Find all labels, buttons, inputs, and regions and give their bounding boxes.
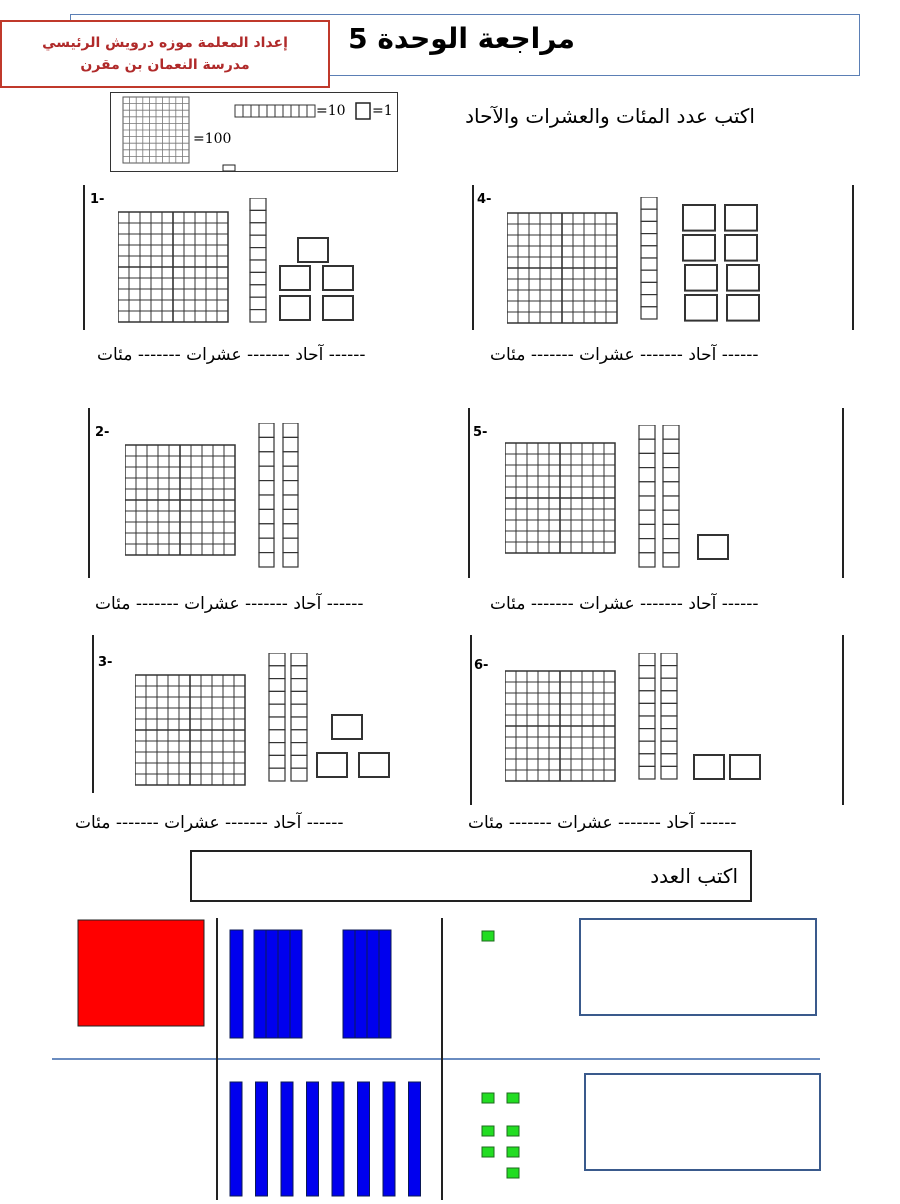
credit-school: مدرسة النعمان بن مقرن [80, 57, 250, 73]
row2-ten-rod [383, 1082, 395, 1196]
row2-one-cube [507, 1168, 519, 1178]
problem-6-number: 6- [474, 658, 489, 673]
answer-box-2[interactable] [584, 1073, 821, 1171]
row1-ten-rod [379, 930, 391, 1038]
legend-ten-label: =10 [316, 103, 346, 119]
row2-one-cube [507, 1147, 519, 1157]
answer-line-3[interactable]: ------ آحاد ------- عشرات ------- مئات [75, 813, 344, 833]
row2-ten-rod [358, 1082, 370, 1196]
legend-one-label: =1 [372, 103, 393, 119]
section1-instruction: اكتب عدد المئات والعشرات والآحاد [465, 104, 755, 128]
problem-1-number: 1- [90, 192, 105, 207]
row2-ten-rod [256, 1082, 268, 1196]
answer-line-1[interactable]: ------ آحاد ------- عشرات ------- مئات [97, 345, 366, 365]
answer-box-1[interactable] [579, 918, 817, 1016]
row2-ten-rod [409, 1082, 421, 1196]
row2-ten-rod [281, 1082, 293, 1196]
row1-ten-rod [367, 930, 379, 1038]
row1-one-cube [482, 931, 494, 941]
answer-line-2[interactable]: ------ آحاد ------- عشرات ------- مئات [95, 594, 364, 614]
row1-ten-rod [290, 930, 302, 1038]
row1-ten-rod [278, 930, 290, 1038]
row1-ten-rod [343, 930, 355, 1038]
problem-2-number: 2- [95, 425, 110, 440]
row1-ten-rod [230, 930, 243, 1038]
problem-5-number: 5- [473, 425, 488, 440]
row1-ten-rod [254, 930, 266, 1038]
answer-line-4[interactable]: ------ آحاد ------- عشرات ------- مئات [490, 345, 759, 365]
row2-ten-rod [307, 1082, 319, 1196]
answer-line-6[interactable]: ------ آحاد ------- عشرات ------- مئات [468, 813, 737, 833]
problem-4-number: 4- [477, 192, 492, 207]
page-title: مراجعة الوحدة 5 [348, 22, 575, 55]
row1-ten-rod [266, 930, 278, 1038]
answer-line-5[interactable]: ------ آحاد ------- عشرات ------- مئات [490, 594, 759, 614]
row2-one-cube [482, 1126, 494, 1136]
row1-hundred-flat [78, 920, 204, 1026]
row2-one-cube [507, 1126, 519, 1136]
row2-ten-rod [332, 1082, 344, 1196]
legend-hundred-label: =100 [193, 131, 232, 147]
row2-one-cube [482, 1093, 494, 1103]
row2-one-cube [507, 1093, 519, 1103]
row2-ten-rod [230, 1082, 242, 1196]
credit-author: إعداد المعلمة موزه درويش الرئيسي [42, 35, 288, 51]
problem-3-number: 3- [98, 655, 113, 670]
section2-instruction: اكتب العدد [650, 864, 738, 888]
row1-ten-rod [355, 930, 367, 1038]
row2-one-cube [482, 1147, 494, 1157]
